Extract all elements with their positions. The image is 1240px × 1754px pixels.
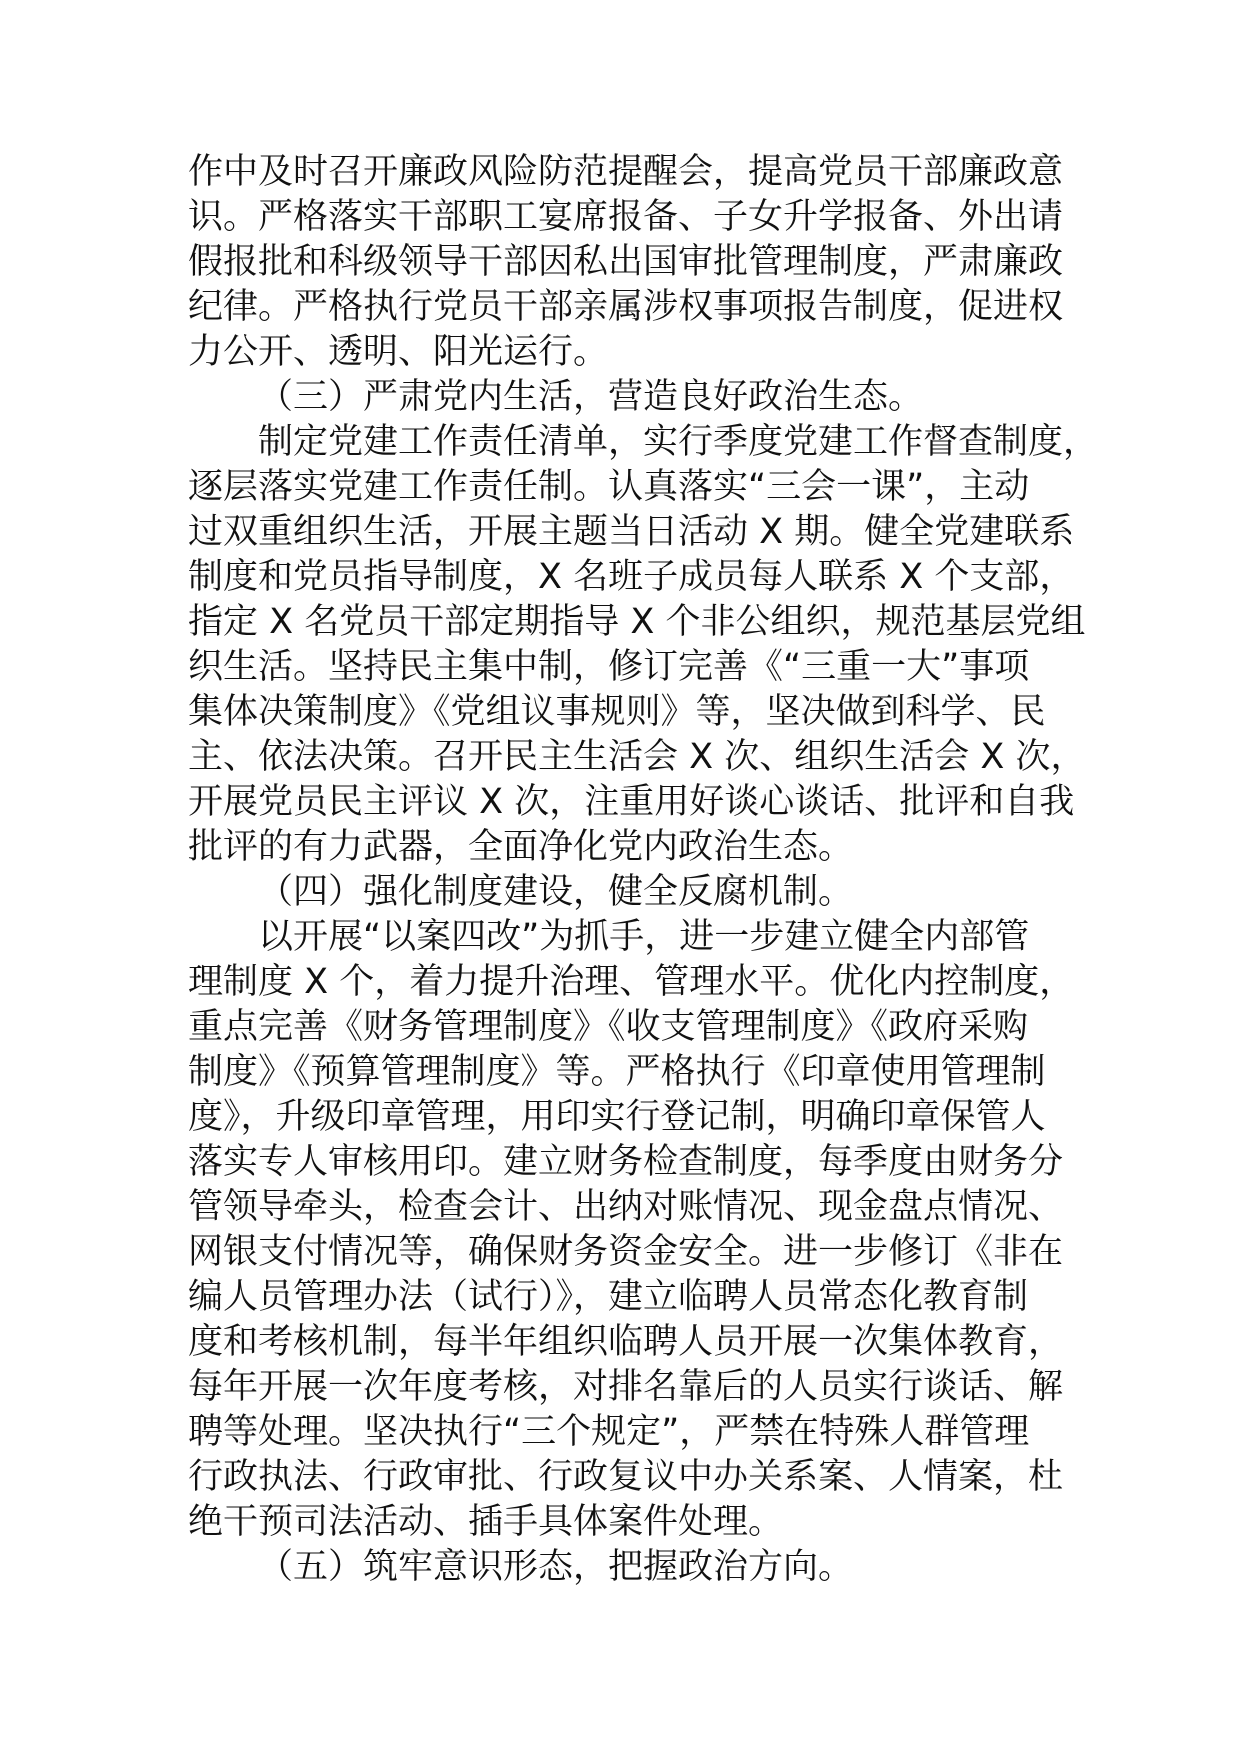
- text-line: 假报批和科级领导干部因私出国审批管理制度，严肃廉政: [188, 242, 1064, 282]
- text-line: 过双重组织生活，开展主题当日活动 X 期。健全党建联系: [188, 512, 1075, 552]
- text-line: 度》，升级印章管理，用印实行登记制，明确印章保管人: [188, 1097, 1046, 1137]
- section-heading: [188, 1545, 1068, 1590]
- section-heading: [188, 375, 1068, 420]
- text-line: 作中及时召开廉政风险防范提醒会，提高党员干部廉政意: [188, 152, 1064, 192]
- section-heading: [188, 870, 1068, 915]
- text-line: 聘等处理。坚决执行“三个规定”，严禁在特殊人群管理: [188, 1412, 1030, 1452]
- document-page: [188, 150, 1099, 1590]
- text-line: 制度和党员指导制度，X 名班子成员每人联系 X 个支部，: [188, 557, 1075, 597]
- text-line: 重点完善《财务管理制度》《收支管理制度》《政府采购: [188, 1007, 1029, 1047]
- text-line: 织生活。坚持民主集中制，修订完善《“三重一大”事项: [188, 647, 1030, 687]
- text-line: 落实专人审核用印。建立财务检查制度，每季度由财务分: [188, 1142, 1064, 1182]
- text-line: 行政执法、行政审批、行政复议中办关系案、人情案，杜: [188, 1457, 1064, 1497]
- text-line: 度和考核机制，每半年组织临聘人员开展一次集体教育，: [188, 1322, 1064, 1362]
- text-line: 制定党建工作责任清单，实行季度党建工作督查制度，: [258, 422, 1099, 462]
- heading-line: （三）严肃党内生活，营造良好政治生态。: [258, 377, 924, 417]
- text-line: 绝干预司法活动、插手具体案件处理。: [188, 1502, 784, 1542]
- text-line: 力公开、透明、阳光运行。: [188, 332, 609, 372]
- text-line: 理制度 X 个，着力提升治理、管理水平。优化内控制度，: [188, 962, 1075, 1002]
- text-line: 以开展“以案四改”为抓手，进一步建立健全内部管: [258, 917, 1030, 957]
- text-line: 每年开展一次年度考核，对排名靠后的人员实行谈话、解: [188, 1367, 1064, 1407]
- text-line: 制度》《预算管理制度》等。严格执行《印章使用管理制: [188, 1052, 1046, 1092]
- text-line: 批评的有力武器，全面净化党内政治生态。: [188, 827, 854, 867]
- body-paragraph: [188, 915, 1075, 1545]
- text-line: 指定 X 名党员干部定期指导 X 个非公组织，规范基层党组: [188, 602, 1086, 642]
- text-line: 管领导牵头，检查会计、出纳对账情况、现金盘点情况、: [188, 1187, 1064, 1227]
- text-line: 识。严格落实干部职工宴席报备、子女升学报备、外出请: [188, 197, 1064, 237]
- text-line: 开展党员民主评议 X 次，注重用好谈心谈话、批评和自我: [188, 782, 1075, 822]
- heading-line: （五）筑牢意识形态，把握政治方向。: [258, 1547, 854, 1587]
- text-line: 集体决策制度》《党组议事规则》等，坚决做到科学、民: [188, 692, 1046, 732]
- body-paragraph: [188, 150, 1068, 375]
- text-line: 编人员管理办法（试行）》，建立临聘人员常态化教育制: [188, 1277, 1029, 1317]
- body-paragraph: [188, 420, 1099, 870]
- text-line: 主、依法决策。召开民主生活会 X 次、组织生活会 X 次，: [188, 737, 1086, 777]
- heading-line: （四）强化制度建设，健全反腐机制。: [258, 872, 854, 912]
- text-line: 纪律。严格执行党员干部亲属涉权事项报告制度，促进权: [188, 287, 1064, 327]
- text-line: 网银支付情况等，确保财务资金安全。进一步修订《非在: [188, 1232, 1064, 1272]
- text-line: 逐层落实党建工作责任制。认真落实“三会一课”，主动: [188, 467, 1030, 507]
